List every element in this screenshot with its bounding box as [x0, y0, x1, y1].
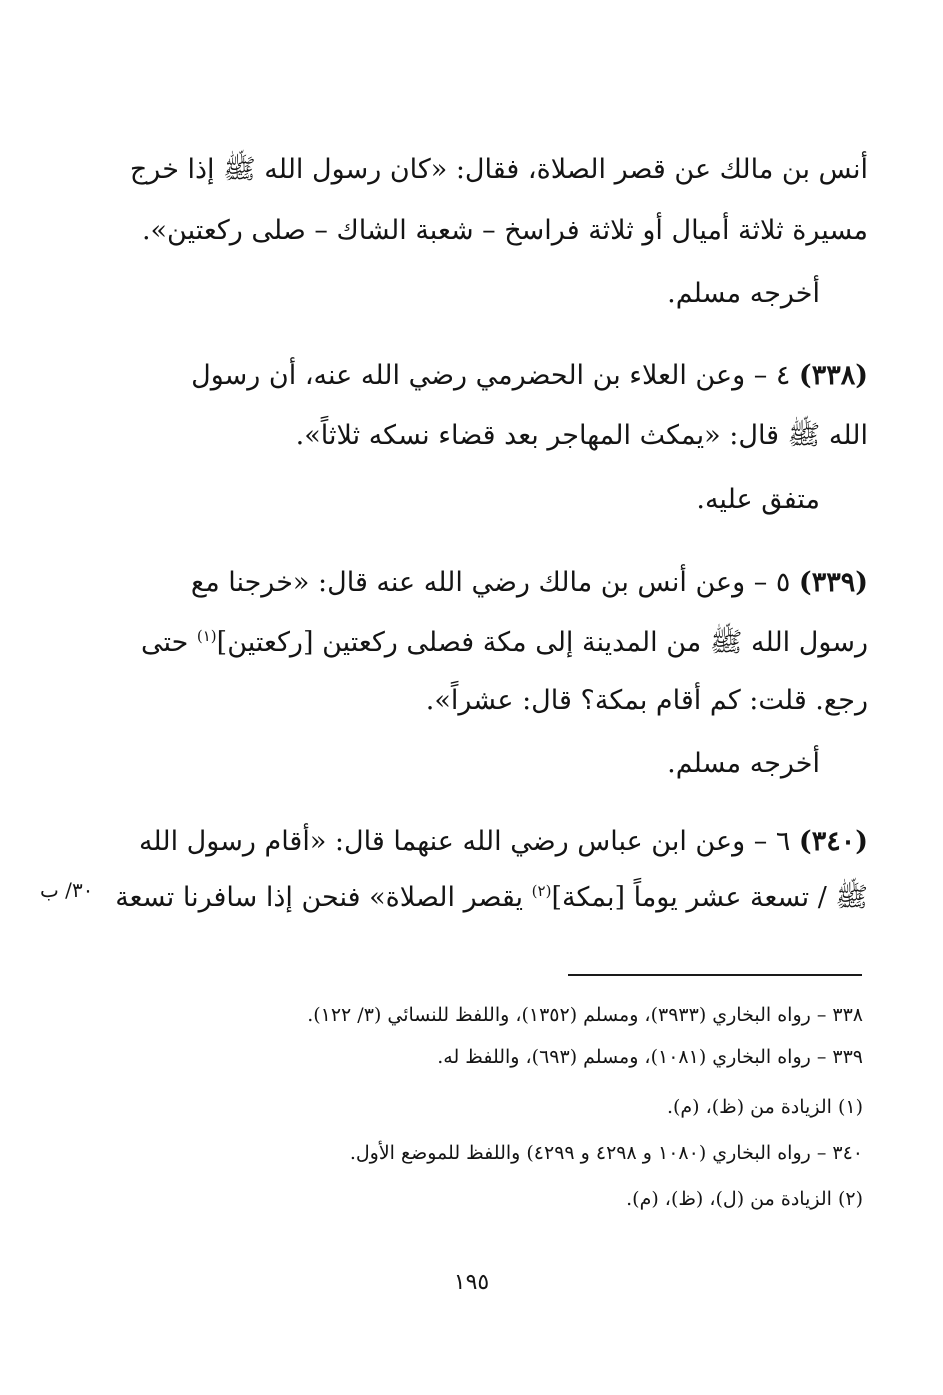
footnote-separator — [568, 974, 862, 976]
hadith-text: رسول الله ﷺ من المدينة إلى مكة فصلى ركعتين [ركعتين] — [216, 627, 868, 658]
footnote-2: (٢) الزيادة من (ل)، (ظ)، (م). — [626, 1188, 863, 1210]
hadith-339-source: أخرجه مسلم. — [667, 748, 820, 779]
hadith-340-line-2 — [115, 878, 868, 918]
hadith-338-line-2: الله ﷺ قال: «يمكث المهاجر بعد قضاء نسكه ثلاثاً». — [295, 420, 868, 451]
hadith-338-source: متفق عليه. — [696, 484, 820, 515]
hadith-number: (٣٤٠) — [798, 826, 868, 857]
hadith-338-line-1 — [156, 356, 868, 396]
page-number: ١٩٥ — [453, 1270, 490, 1295]
paragraph-1-line-1: أنس بن مالك عن قصر الصلاة، فقال: «كان رسول الله ﷺ إذا خرج — [129, 154, 868, 185]
paragraph-1-line-2: مسيرة ثلاثة أميال أو ثلاثة فراسخ – شعبة الشاك – صلى ركعتين». — [141, 215, 868, 246]
hadith-339-line-2 — [140, 623, 868, 663]
hadith-339-line-1 — [156, 563, 868, 603]
hadith-339-line-3: رجع. قلت: كم أقام بمكة؟ قال: عشراً». — [425, 685, 868, 716]
footnote-ref: (١) — [196, 627, 217, 645]
manuscript-folio-note: ٣٠/ ب — [40, 878, 94, 902]
footnote-338: ٣٣٨ – رواه البخاري (٣٩٣٣)، ومسلم (١٣٥٢)، واللفظ للنسائي (٣/ ١٢٢). — [307, 1004, 863, 1026]
footnote-1: (١) الزيادة من (ظ)، (م). — [666, 1096, 863, 1118]
hadith-text: ٦ – وعن ابن عباس رضي الله عنهما قال: «أقام رسول الله — [138, 826, 791, 857]
hadith-number: (٣٣٩) — [798, 567, 868, 598]
hadith-text: يقصر الصلاة» فنحن إذا سافرنا تسعة — [115, 882, 524, 913]
hadith-text: ﷺ / تسعة عشر يوماً [بمكة] — [551, 882, 868, 913]
hadith-text: حتى — [140, 627, 189, 658]
hadith-number: (٣٣٨) — [798, 360, 868, 391]
footnote-ref: (٢) — [531, 882, 552, 900]
hadith-text: ٤ – وعن العلاء بن الحضرمي رضي الله عنه، أن رسول — [191, 360, 791, 391]
footnote-340: ٣٤٠ – رواه البخاري (١٠٨٠ و ٤٢٩٨ و ٤٢٩٩) واللفظ للموضع الأول. — [349, 1142, 863, 1164]
hadith-340-line-1 — [138, 822, 868, 862]
paragraph-1-source: أخرجه مسلم. — [667, 278, 820, 309]
footnote-339: ٣٣٩ – رواه البخاري (١٠٨١)، ومسلم (٦٩٣)، واللفظ له. — [437, 1046, 863, 1068]
hadith-text: ٥ – وعن أنس بن مالك رضي الله عنه قال: «خرجنا مع — [190, 567, 791, 598]
